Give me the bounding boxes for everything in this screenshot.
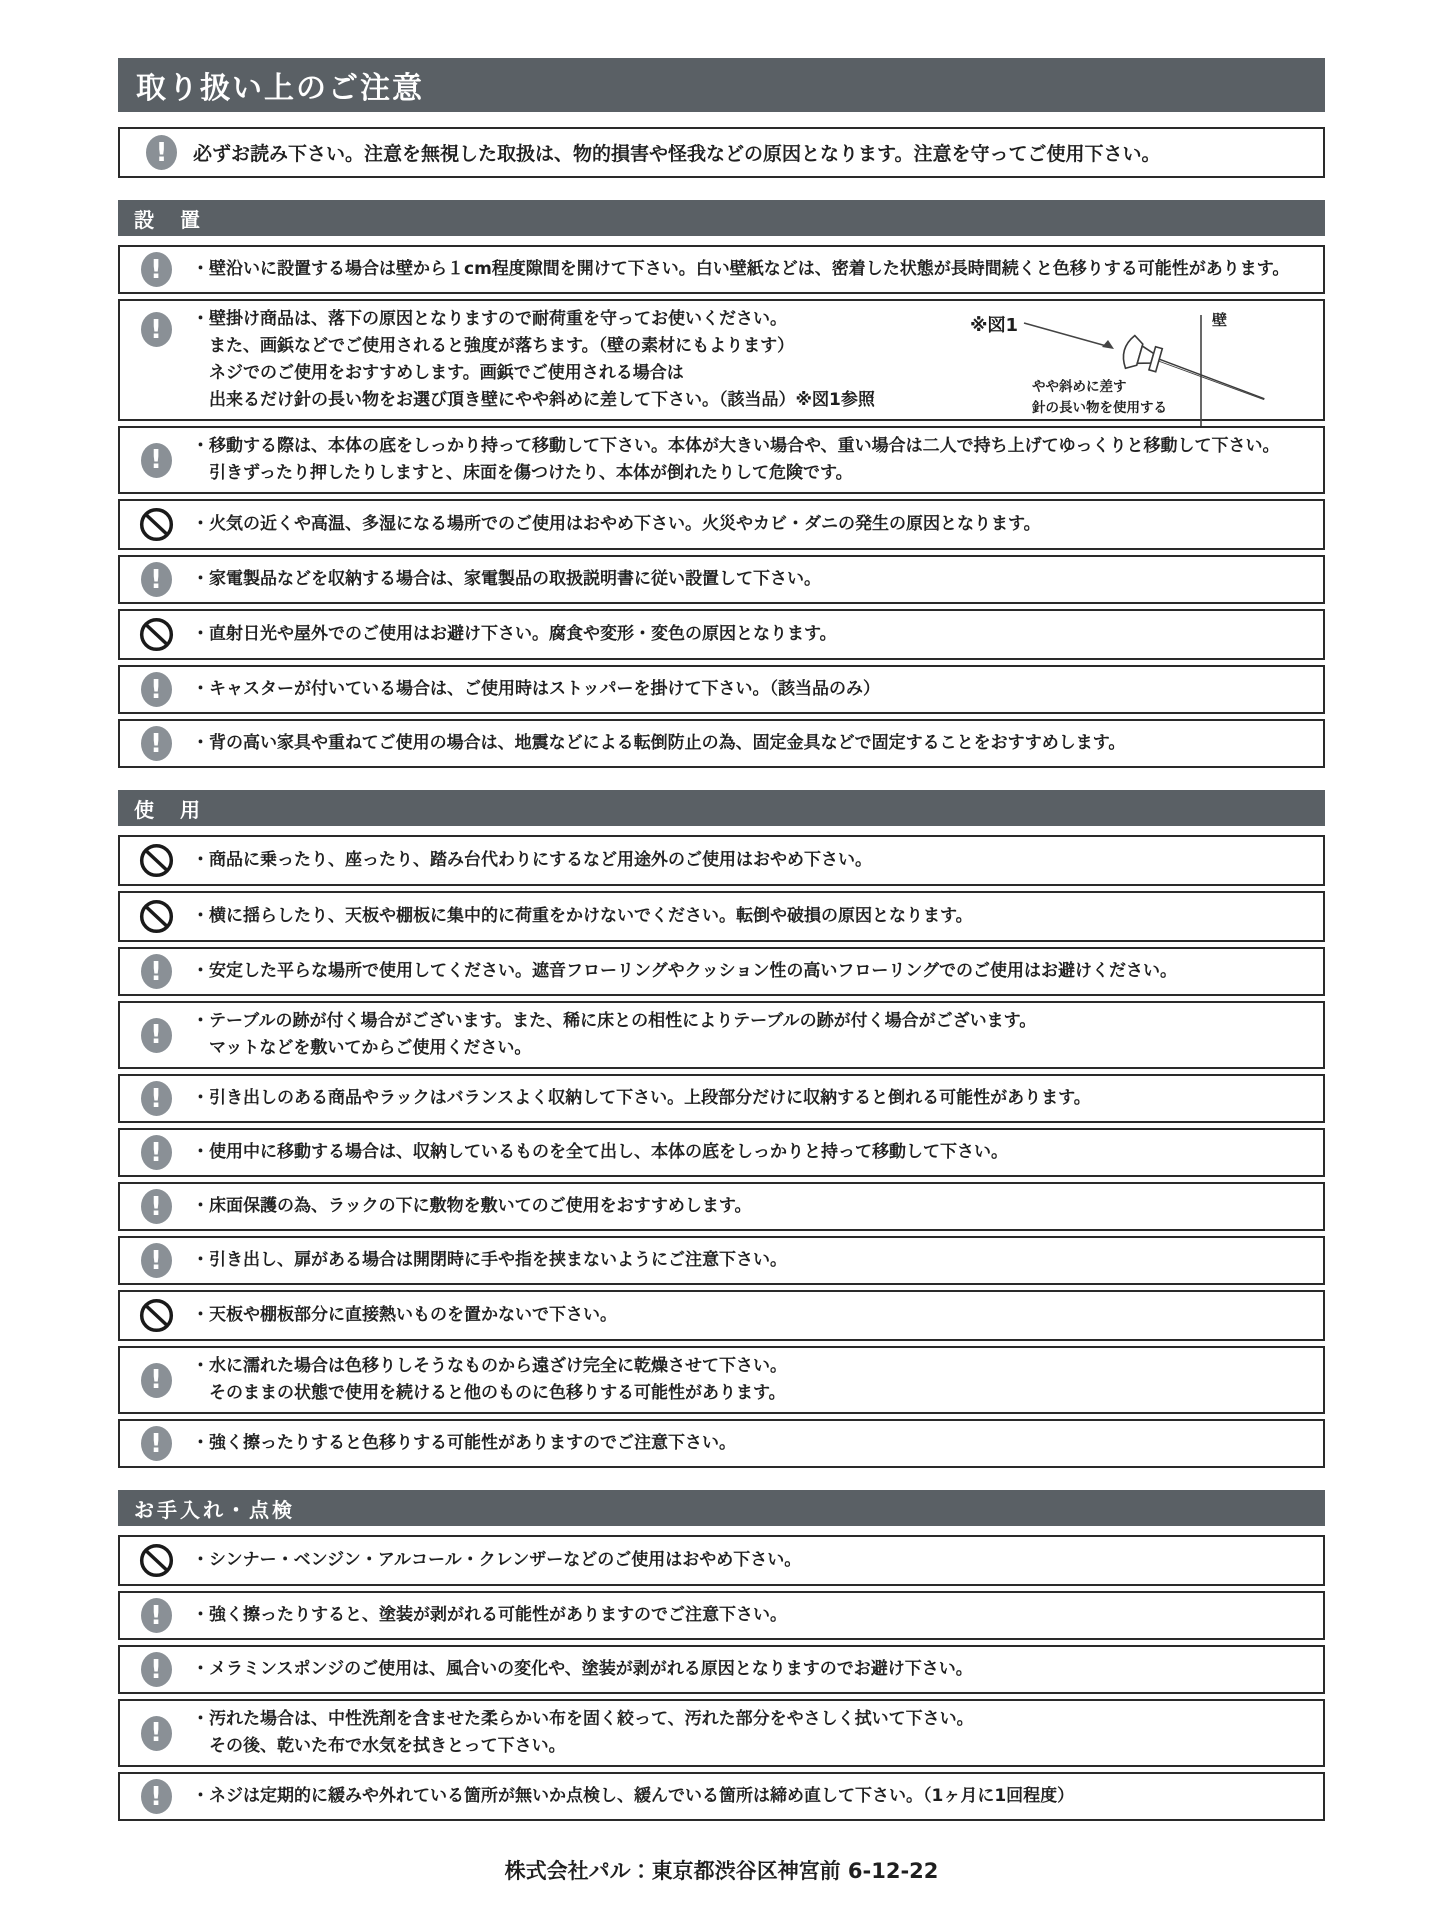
- caution-rule-row: [118, 947, 1325, 996]
- caution-rule-row: [118, 1074, 1325, 1123]
- notice-text: 必ずお読み下さい。注意を無視した取扱は、物的損害や怪我などの原因となります。注意を守ってご使用下さい。: [193, 143, 1161, 165]
- rule-text: ・水に濡れた場合は色移りしそうなものから遠ざけ完全に乾燥させて下さい。 そのままの状態で使用を続けると他のものに色移りする可能性があります。: [192, 1356, 787, 1403]
- caution-icon: !: [120, 1426, 192, 1461]
- caution-icon: !: [120, 1716, 192, 1751]
- caution-rule-row: [118, 426, 1325, 494]
- rule-text: ・テーブルの跡が付く場合がございます。また、稀に床との相性によりテーブルの跡が付く場合がございます。 マットなどを敷いてからご使用ください。: [192, 1011, 1037, 1058]
- rule-text: ・安定した平らな場所で使用してください。遮音フローリングやクッション性の高いフローリングでのご使用はお避けください。: [192, 961, 1177, 981]
- rule-text: ・汚れた場合は、中性洗剤を含ませた柔らかい布を固く絞って、汚れた部分をやさしく拭いて下さい。 その後、乾いた布で水気を拭きとって下さい。: [192, 1709, 974, 1756]
- caution-icon: !: [120, 672, 192, 707]
- rule-text: ・移動する際は、本体の底をしっかり持って移動して下さい。本体が大きい場合や、重い場合は二人で持ち上げてゆっくりと移動して下さい。 引きずったり押したりしますと、床面を傷つけたり、本体が倒れたりして危険です。: [192, 436, 1280, 483]
- section-rows: [118, 1535, 1325, 1821]
- caution-icon: !: [120, 252, 192, 287]
- caution-icon: !: [120, 726, 192, 761]
- caution-icon: !: [120, 1081, 192, 1116]
- sections-container: [118, 200, 1325, 1821]
- caution-rule-row: [118, 1772, 1325, 1821]
- rule-text: ・直射日光や屋外でのご使用はお避け下さい。腐食や変形・変色の原因となります。: [192, 624, 837, 644]
- rule-text: ・床面保護の為、ラックの下に敷物を敷いてのご使用をおすすめします。: [192, 1196, 752, 1216]
- rule-text: ・商品に乗ったり、座ったり、踏み台代わりにするなど用途外のご使用はおやめ下さい。: [192, 850, 872, 870]
- prohibition-rule-row: [118, 609, 1325, 660]
- wall-label: 壁: [1212, 311, 1228, 329]
- figure-caption-line: 針の長い物を使用する: [1032, 400, 1167, 416]
- section-rows: [118, 835, 1325, 1468]
- rule-text: ・家電製品などを収納する場合は、家電製品の取扱説明書に従い設置して下さい。: [192, 569, 821, 589]
- caution-icon: !: [120, 562, 192, 597]
- rule-text: ・天板や棚板部分に直接熱いものを置かないで下さい。: [192, 1305, 617, 1325]
- caution-rule-row: [118, 555, 1325, 604]
- figure-1-pushpin-diagram: [964, 309, 1309, 431]
- prohibition-icon: [120, 506, 192, 543]
- caution-icon: !: [146, 135, 177, 170]
- rule-text: ・強く擦ったりすると色移りする可能性がありますのでご注意下さい。: [192, 1433, 736, 1453]
- caution-icon: !: [120, 312, 192, 347]
- caution-icon: !: [120, 1652, 192, 1687]
- prohibition-rule-row: [118, 1535, 1325, 1586]
- notice-banner: [118, 127, 1325, 178]
- caution-icon: !: [120, 1598, 192, 1633]
- rule-text: ・ネジは定期的に緩みや外れている箇所が無いか点検し、緩んでいる箇所は締め直して下さい。（1ヶ月に1回程度）: [192, 1786, 1075, 1806]
- figure-captions: [1032, 377, 1167, 419]
- rule-text: ・横に揺らしたり、天板や棚板に集中的に荷重をかけないでください。転倒や破損の原因となります。: [192, 906, 973, 926]
- caution-rule-row: [118, 1591, 1325, 1640]
- section-header: お手入れ・点検: [118, 1490, 1325, 1526]
- page-title-text: 取り扱い上のご注意: [136, 71, 424, 106]
- caution-rule-row: [118, 1128, 1325, 1177]
- prohibition-rule-row: [118, 835, 1325, 886]
- caution-icon: !: [120, 1779, 192, 1814]
- prohibition-icon: [120, 898, 192, 935]
- caution-rule-row: [118, 1645, 1325, 1694]
- prohibition-rule-row: [118, 891, 1325, 942]
- rule-text: ・シンナー・ベンジン・アルコール・クレンザーなどのご使用はおやめ下さい。: [192, 1550, 802, 1570]
- prohibition-rule-row: [118, 499, 1325, 550]
- rule-text: ・キャスターが付いている場合は、ご使用時はストッパーを掛けて下さい。（該当品のみ）: [192, 679, 880, 699]
- caution-rule-row: [118, 719, 1325, 768]
- prohibition-icon: [120, 616, 192, 653]
- rule-text: ・使用中に移動する場合は、収納しているものを全て出し、本体の底をしっかりと持って移動して下さい。: [192, 1142, 1008, 1162]
- section-rows: [118, 245, 1325, 768]
- rule-text: ・メラミンスポンジのご使用は、風合いの変化や、塗装が剥がれる原因となりますのでお避け下さい。: [192, 1659, 973, 1679]
- caution-icon: !: [120, 1243, 192, 1278]
- caution-rule-row: [118, 299, 1325, 421]
- caution-rule-row: [118, 1346, 1325, 1414]
- section-header: 設 置: [118, 200, 1325, 236]
- figure-caption-line: やや斜めに差す: [1032, 379, 1127, 395]
- caution-icon: !: [120, 1135, 192, 1170]
- prohibition-rule-row: [118, 1290, 1325, 1341]
- prohibition-icon: [120, 1542, 192, 1579]
- caution-icon: !: [120, 1363, 192, 1398]
- prohibition-icon: [120, 1297, 192, 1334]
- caution-rule-row: [118, 665, 1325, 714]
- rule-text: ・強く擦ったりすると、塗装が剥がれる可能性がありますのでご注意下さい。: [192, 1605, 787, 1625]
- page-title: [118, 58, 1325, 112]
- rule-text: ・火気の近くや高温、多湿になる場所でのご使用はおやめ下さい。火災やカビ・ダニの発生の原因となります。: [192, 514, 1041, 534]
- caution-rule-row: [118, 1001, 1325, 1069]
- rule-text: ・壁掛け商品は、落下の原因となりますので耐荷重を守ってお使いください。 また、画鋲などでご使用されると強度が落ちます。（壁の素材にもよります） ネジでのご使用をおすすめします。画鋲でご使用される場合は 出来るだけ針の長い物をお選び頂き壁にやや斜めに差して下さい。（該当品）※図1参照: [192, 309, 875, 410]
- caution-icon: !: [120, 1018, 192, 1053]
- caution-rule-row: [118, 1699, 1325, 1767]
- caution-rule-row: [118, 1419, 1325, 1468]
- prohibition-icon: [120, 842, 192, 879]
- figure-label: ※図1: [970, 315, 1019, 336]
- section-header: 使 用: [118, 790, 1325, 826]
- caution-rule-row: [118, 1236, 1325, 1285]
- rule-text: ・引き出し、扉がある場合は開閉時に手や指を挟まないようにご注意下さい。: [192, 1250, 787, 1270]
- caution-rule-row: [118, 1182, 1325, 1231]
- rule-text: ・引き出しのある商品やラックはバランスよく収納して下さい。上段部分だけに収納すると倒れる可能性があります。: [192, 1088, 1091, 1108]
- caution-icon: !: [120, 443, 192, 478]
- caution-icon: !: [120, 954, 192, 989]
- caution-rule-row: [118, 245, 1325, 294]
- rule-text: ・背の高い家具や重ねてご使用の場合は、地震などによる転倒防止の為、固定金具などで固定することをおすすめします。: [192, 733, 1126, 753]
- company-address: 株式会社パル：東京都渋谷区神宮前 6-12-22: [504, 1859, 939, 1883]
- rule-text: ・壁沿いに設置する場合は壁から１cm程度隙間を開けて下さい。白い壁紙などは、密着した状態が長時間続くと色移りする可能性があります。: [192, 259, 1290, 279]
- caution-icon: !: [120, 1189, 192, 1224]
